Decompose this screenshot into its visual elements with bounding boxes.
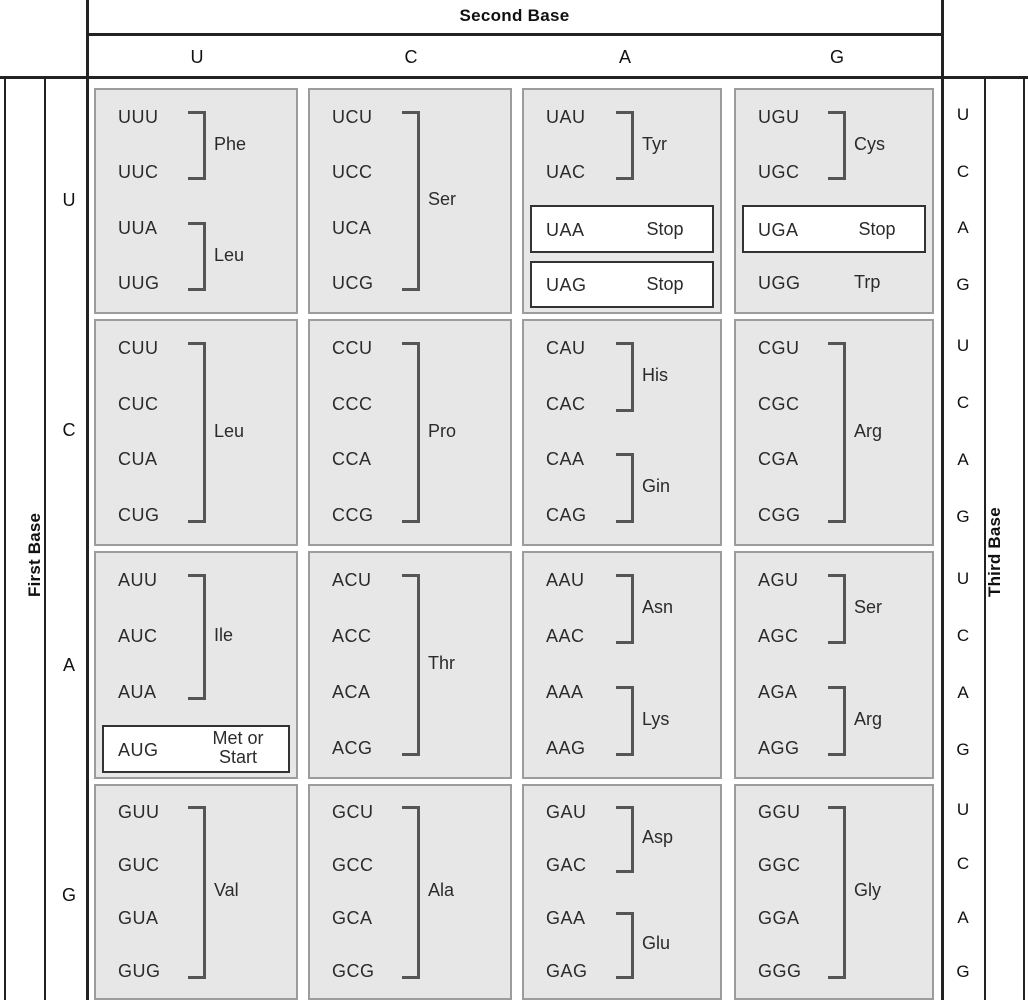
- column-header-g: G: [829, 47, 844, 67]
- highlight-box-uga: [742, 205, 926, 253]
- codon-agg: AGG: [758, 738, 800, 758]
- codon-uuu: UUU: [118, 106, 159, 127]
- codon-agu: AGU: [758, 570, 799, 590]
- grouping-bracket: [402, 574, 420, 756]
- codon-cgu: CGU: [758, 337, 800, 358]
- amino-acid-label: His: [642, 364, 668, 385]
- codon-ggu: GGU: [758, 801, 801, 822]
- amino-acid-label: Val: [214, 880, 239, 900]
- amino-acid-label: Thr: [428, 653, 455, 673]
- codon-ggc: GGC: [758, 854, 801, 875]
- codon-gcu: GCU: [332, 801, 374, 822]
- codon-uca: UCA: [332, 217, 372, 238]
- codon-cug: CUG: [118, 505, 160, 526]
- third-base-label: Third Base: [985, 507, 1004, 597]
- third-base-letter: U: [956, 800, 970, 819]
- codon-aac: AAC: [546, 626, 585, 646]
- codon-cell-aa: [522, 551, 722, 779]
- column-header-a: A: [618, 47, 631, 67]
- amino-acid-label: Gly: [854, 880, 881, 900]
- amino-acid-label: Ile: [214, 625, 234, 645]
- amino-acid-label: Arg: [854, 420, 883, 441]
- codon-uga: UGA: [758, 219, 799, 240]
- frame-body-right: [941, 0, 944, 1000]
- codon-cell-cg: [734, 319, 934, 546]
- frame-header-bottom: [0, 76, 1028, 79]
- codon-acc: ACC: [332, 626, 372, 646]
- codon-ucc: UCC: [332, 162, 373, 183]
- grouping-bracket: [616, 342, 634, 412]
- codon-auu: AUU: [118, 570, 158, 590]
- amino-acid-label: Stop: [646, 274, 684, 295]
- third-base-letter: C: [956, 625, 970, 645]
- frame-body-left: [86, 0, 89, 1000]
- amino-acid-label: Ala: [428, 880, 455, 900]
- codon-uaa: UAA: [546, 219, 585, 240]
- codon-uua: UUA: [118, 217, 158, 238]
- codon-ccc: CCC: [332, 393, 373, 414]
- amino-acid-label: Leu: [214, 244, 245, 265]
- third-base-letter: G: [956, 274, 970, 294]
- codon-gua: GUA: [118, 907, 159, 928]
- amino-acid-label: Ser: [428, 189, 457, 209]
- codon-gcg: GCG: [332, 960, 375, 981]
- column-header-u: U: [190, 47, 204, 67]
- row-header-a: A: [62, 655, 75, 675]
- codon-ggg: GGG: [758, 960, 802, 981]
- frame-left-outer: [4, 78, 6, 1000]
- amino-acid-label: Stop: [646, 218, 684, 239]
- row-header-g: G: [61, 885, 76, 905]
- second-base-label: Second Base: [459, 6, 570, 25]
- grouping-bracket: [828, 342, 846, 523]
- codon-gca: GCA: [332, 907, 373, 928]
- frame-second-base-underline: [87, 33, 942, 36]
- row-header-u: U: [62, 190, 76, 210]
- amino-acid-label: Pro: [428, 420, 457, 441]
- codon-gcc: GCC: [332, 854, 374, 875]
- codon-cuc: CUC: [118, 393, 159, 414]
- grouping-bracket: [616, 912, 634, 979]
- codon-aaa: AAA: [546, 682, 584, 702]
- codon-cua: CUA: [118, 449, 158, 470]
- codon-agc: AGC: [758, 626, 799, 646]
- codon-aua: AUA: [118, 682, 157, 702]
- amino-acid-label: Gin: [642, 476, 671, 497]
- grouping-bracket: [616, 453, 634, 523]
- amino-acid-label: Asn: [642, 597, 674, 617]
- codon-acu: ACU: [332, 570, 372, 590]
- codon-aau: AAU: [546, 570, 585, 590]
- grouping-bracket: [828, 806, 846, 979]
- third-base-letter: U: [956, 336, 970, 356]
- third-base-letter: U: [956, 105, 970, 125]
- codon-acg: ACG: [332, 738, 373, 758]
- column-header-c: C: [404, 47, 418, 67]
- codon-cell-ug: [734, 88, 934, 314]
- codon-gga: GGA: [758, 907, 800, 928]
- codon-cag: CAG: [546, 505, 587, 526]
- row-header-c: C: [62, 420, 76, 440]
- codon-cell-ac: [308, 551, 512, 779]
- codon-guu: GUU: [118, 801, 160, 822]
- amino-acid-label: Lys: [642, 709, 670, 729]
- codon-gaa: GAA: [546, 907, 586, 928]
- third-base-letter: G: [956, 962, 970, 981]
- codon-uuc: UUC: [118, 162, 159, 183]
- frame-right-outer: [1023, 78, 1025, 1000]
- codon-cac: CAC: [546, 393, 586, 414]
- codon-cell-ua: [522, 88, 722, 314]
- codon-ccg: CCG: [332, 505, 374, 526]
- grouping-bracket: [188, 806, 206, 979]
- grouping-bracket: [828, 111, 846, 181]
- codon-cuu: CUU: [118, 337, 159, 358]
- codon-aug: AUG: [118, 740, 159, 760]
- grouping-bracket: [188, 342, 206, 523]
- codon-uag: UAG: [546, 275, 587, 296]
- third-base-letter: A: [957, 218, 969, 238]
- codon-cell-ca: [522, 319, 722, 546]
- amino-acid-label: Cys: [854, 133, 885, 154]
- third-base-letter: G: [956, 739, 970, 759]
- codon-caa: CAA: [546, 449, 585, 470]
- amino-acid-label: Phe: [214, 133, 247, 154]
- amino-acid-label: Trp: [854, 272, 881, 293]
- codon-cell-cu: [94, 319, 298, 546]
- amino-acid-label-line: Start: [218, 747, 257, 768]
- first-base-label: First Base: [25, 512, 44, 597]
- grouping-bracket: [616, 806, 634, 873]
- codon-cgc: CGC: [758, 393, 800, 414]
- amino-acid-label: Glu: [642, 933, 671, 953]
- codon-ccu: CCU: [332, 337, 373, 358]
- amino-acid-label: Arg: [854, 709, 883, 729]
- codon-cell-gg: [734, 784, 934, 1000]
- highlight-box-uaa: [530, 205, 714, 253]
- codon-cell-uu: [94, 88, 298, 314]
- codon-ugu: UGU: [758, 106, 800, 127]
- amino-acid-label-line: Met or: [212, 728, 264, 748]
- codon-ucg: UCG: [332, 273, 374, 294]
- codon-uug: UUG: [118, 273, 160, 294]
- codon-uac: UAC: [546, 162, 586, 183]
- codon-cgg: CGG: [758, 505, 801, 526]
- codon-aca: ACA: [332, 682, 371, 702]
- codon-cau: CAU: [546, 337, 586, 358]
- amino-acid-label: Ser: [854, 597, 883, 617]
- third-base-letter: G: [956, 506, 970, 526]
- highlight-box-aug: [102, 725, 290, 773]
- third-base-letter: A: [957, 449, 969, 469]
- codon-ugc: UGC: [758, 162, 800, 183]
- grouping-bracket: [402, 806, 420, 979]
- amino-acid-label: [196, 729, 280, 768]
- codon-cga: CGA: [758, 449, 799, 470]
- third-base-letter: A: [957, 908, 969, 927]
- third-base-letter: A: [957, 682, 969, 702]
- third-base-letter: C: [956, 393, 970, 413]
- grouping-bracket: [188, 222, 206, 292]
- codon-ucu: UCU: [332, 106, 373, 127]
- codon-aag: AAG: [546, 738, 586, 758]
- codon-cell-uc: [308, 88, 512, 314]
- codon-uau: UAU: [546, 106, 586, 127]
- grouping-bracket: [616, 574, 634, 644]
- grouping-bracket: [616, 111, 634, 181]
- codon-gag: GAG: [546, 960, 588, 981]
- grouping-bracket: [402, 111, 420, 292]
- codon-ugg: UGG: [758, 273, 801, 294]
- highlight-box-uag: [530, 261, 714, 309]
- grouping-bracket: [402, 342, 420, 523]
- third-base-letter: C: [956, 161, 970, 181]
- codon-cca: CCA: [332, 449, 372, 470]
- third-base-letter: U: [956, 568, 970, 588]
- codon-gac: GAC: [546, 854, 587, 875]
- grouping-bracket: [188, 574, 206, 700]
- grouping-bracket: [188, 111, 206, 181]
- codon-gau: GAU: [546, 801, 587, 822]
- grouping-bracket: [828, 686, 846, 756]
- grouping-bracket: [616, 686, 634, 756]
- amino-acid-label: Asp: [642, 827, 674, 847]
- codon-cell-gc: [308, 784, 512, 1000]
- codon-cell-cc: [308, 319, 512, 546]
- grouping-bracket: [828, 574, 846, 644]
- codon-auc: AUC: [118, 626, 158, 646]
- amino-acid-label: Stop: [858, 218, 896, 239]
- codon-guc: GUC: [118, 854, 160, 875]
- codon-cell-au: [94, 551, 298, 779]
- codon-cell-ga: [522, 784, 722, 1000]
- codon-cell-ag: [734, 551, 934, 779]
- third-base-letter: C: [956, 854, 970, 873]
- codon-cell-gu: [94, 784, 298, 1000]
- amino-acid-label: Tyr: [642, 133, 667, 154]
- codon-gug: GUG: [118, 960, 161, 981]
- amino-acid-label: Leu: [214, 420, 245, 441]
- codon-aga: AGA: [758, 682, 798, 702]
